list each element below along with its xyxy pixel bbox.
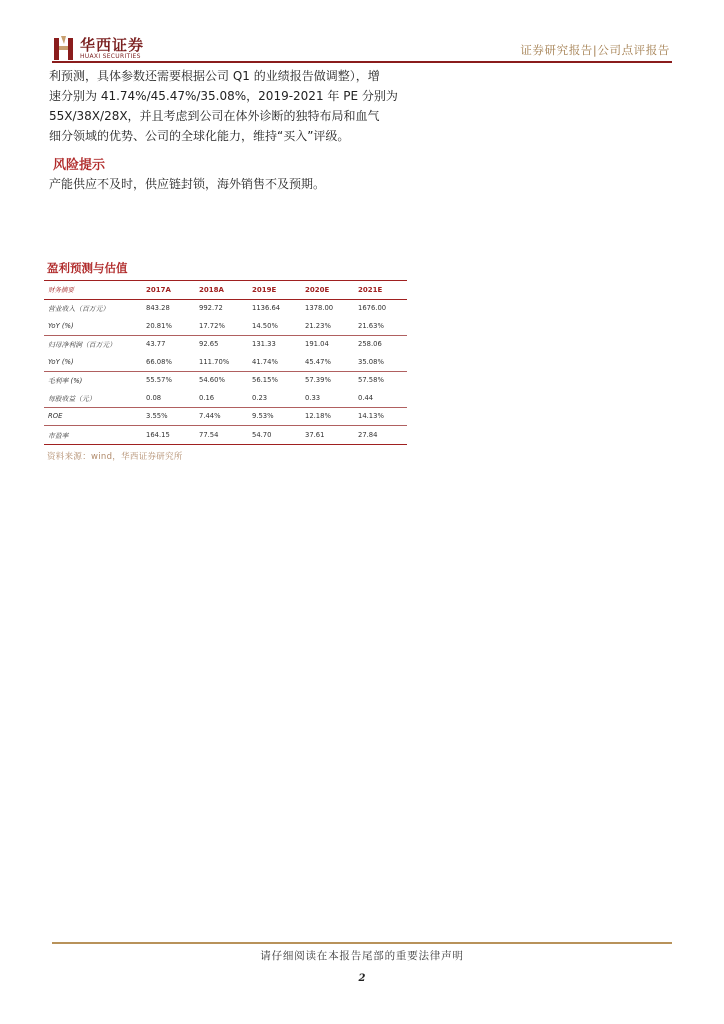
row-label: ROE xyxy=(48,412,63,421)
paragraph-line: 细分领域的优势、公司的全球化能力，维持“买入”评级。 xyxy=(49,129,350,143)
table-cell: 12.18% xyxy=(305,412,331,421)
footer-divider xyxy=(52,942,672,944)
risk-section-title: 风险提示 xyxy=(53,158,106,173)
table-cell: 14.13% xyxy=(358,412,384,421)
huaxi-logo-icon xyxy=(52,34,76,62)
table-cell: 111.70% xyxy=(199,357,230,366)
company-logo xyxy=(52,34,172,64)
logo-text-en: HUAXI SECURITIES xyxy=(80,53,141,60)
table-cell: 14.50% xyxy=(252,321,278,330)
financial-forecast-table xyxy=(44,280,407,445)
table-cell: 56.15% xyxy=(252,376,278,385)
table-title: 盈利预测与估值 xyxy=(47,261,128,275)
table-cell: 21.63% xyxy=(358,321,384,330)
table-cell: 1676.00 xyxy=(358,304,387,313)
table-cell: 43.77 xyxy=(146,340,166,349)
table-cell: 55.57% xyxy=(146,376,172,385)
table-cell: 54.60% xyxy=(199,376,225,385)
table-cell: 37.61 xyxy=(305,430,325,439)
report-type-label: 证券研究报告|公司点评报告 xyxy=(520,43,670,57)
table-cell: 21.23% xyxy=(305,321,331,330)
table-cell: 57.39% xyxy=(305,376,331,385)
table-cell: 992.72 xyxy=(199,304,223,313)
table-cell: 77.54 xyxy=(199,430,219,439)
table-row xyxy=(44,426,407,445)
forecast-paragraph xyxy=(49,66,409,146)
table-cell: 258.06 xyxy=(358,340,382,349)
page-number: 2 xyxy=(358,973,366,984)
table-cell: 131.33 xyxy=(252,340,276,349)
table-cell: 0.33 xyxy=(305,393,321,402)
paragraph-line: 速分别为 41.74%/45.47%/35.08%，2019-2021 年 PE 分别为 xyxy=(49,89,398,103)
column-header: 2019E xyxy=(252,285,277,294)
row-label: 每股收益（元） xyxy=(48,394,96,403)
column-header: 2018A xyxy=(199,285,224,294)
paragraph-line: 55X/38X/28X，并且考虑到公司在体外诊断的独特布局和血气 xyxy=(49,109,380,123)
table-cell: 66.08% xyxy=(146,357,172,366)
table-cell: 0.16 xyxy=(199,393,215,402)
row-label: YoY (%) xyxy=(48,357,74,366)
table-header-row xyxy=(44,281,407,300)
table-cell: 9.53% xyxy=(252,412,274,421)
column-header: 财务摘要 xyxy=(48,286,74,295)
risk-section-text: 产能供应不及时，供应链封锁，海外销售不及预期。 xyxy=(49,177,326,191)
row-label: 毛利率 (%) xyxy=(48,377,83,386)
table-source-note: 资料来源：wind，华西证券研究所 xyxy=(47,452,183,462)
table-cell: 1378.00 xyxy=(305,304,334,313)
table-cell: 57.58% xyxy=(358,376,384,385)
row-label: YoY (%) xyxy=(48,321,74,330)
table-cell: 92.65 xyxy=(199,340,219,349)
table-cell: 20.81% xyxy=(146,321,172,330)
table-cell: 45.47% xyxy=(305,357,331,366)
footer-disclaimer: 请仔细阅读在本报告尾部的重要法律声明 xyxy=(260,950,464,962)
table-cell: 0.23 xyxy=(252,393,268,402)
row-label: 归母净利润（百万元） xyxy=(48,341,116,350)
table-row xyxy=(44,335,407,353)
table-cell: 843.28 xyxy=(146,304,170,313)
table-cell: 0.08 xyxy=(146,393,162,402)
row-label: 市盈率 xyxy=(48,431,69,440)
header-divider xyxy=(52,61,672,63)
table-row xyxy=(44,389,407,407)
table-row xyxy=(44,407,407,426)
table-cell: 7.44% xyxy=(199,412,221,421)
table-row xyxy=(44,317,407,335)
row-label: 营业收入（百万元） xyxy=(48,305,110,314)
table-cell: 191.04 xyxy=(305,340,329,349)
table-row xyxy=(44,353,407,371)
table-cell: 17.72% xyxy=(199,321,225,330)
paragraph-line: 利预测，具体参数还需要根据公司 Q1 的业绩报告做调整），增 xyxy=(49,69,380,83)
table-cell: 164.15 xyxy=(146,430,170,439)
column-header: 2020E xyxy=(305,285,330,294)
table-cell: 0.44 xyxy=(358,393,374,402)
table-cell: 54.70 xyxy=(252,430,272,439)
table-row xyxy=(44,371,407,389)
column-header: 2021E xyxy=(358,285,383,294)
table-cell: 35.08% xyxy=(358,357,384,366)
table-cell: 1136.64 xyxy=(252,304,281,313)
table-cell: 3.55% xyxy=(146,412,168,421)
column-header: 2017A xyxy=(146,285,171,294)
logo-text-cn: 华西证券 xyxy=(80,36,145,54)
table-cell: 27.84 xyxy=(358,430,378,439)
table-cell: 41.74% xyxy=(252,357,278,366)
table-row xyxy=(44,299,407,317)
